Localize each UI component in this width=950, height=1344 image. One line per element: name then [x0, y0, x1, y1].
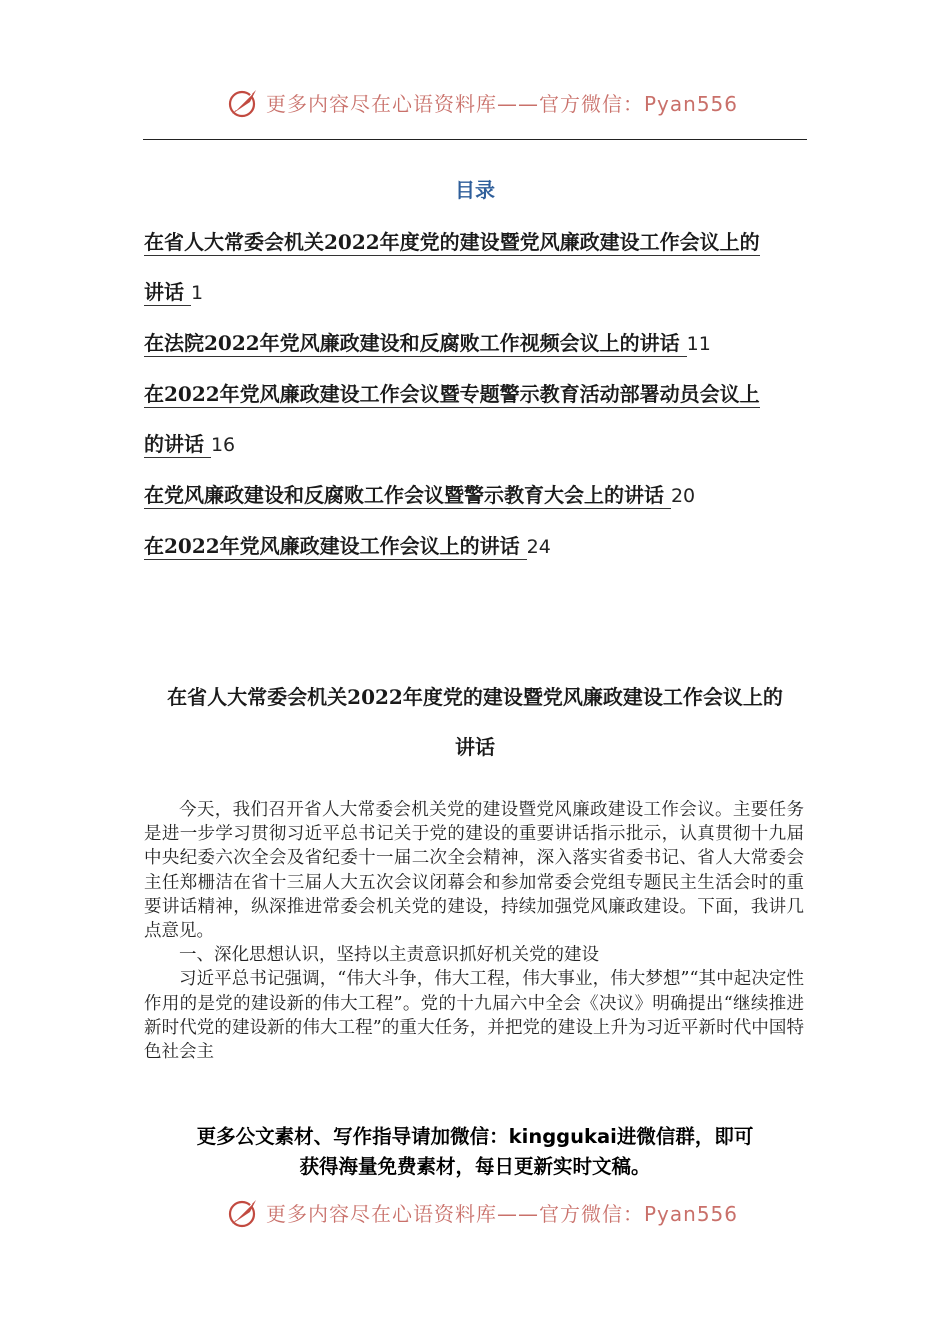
promo-line: 获得海量免费素材，每日更新实时文稿。 [299, 1155, 651, 1178]
toc-entry-text[interactable]: 在2022年党风廉政建设工作会议暨专题警示教育活动部署动员会议上 [144, 382, 760, 406]
toc-page-number: 16 [210, 434, 236, 456]
quill-logo-icon [226, 1194, 262, 1230]
toc-entry-text[interactable]: 讲话 [144, 280, 191, 306]
document-body [144, 798, 804, 1064]
promo-text [0, 1122, 950, 1182]
banner-text: 更多内容尽在心语资料库——官方微信：Pyan556 [266, 1201, 739, 1226]
toc-entry-4[interactable] [144, 479, 695, 508]
document-title: 在省人大常委会机关2022年度党的建设暨党风廉政建设工作会议上的 [167, 685, 783, 709]
document-title-cont: 讲话 [455, 735, 495, 759]
toc-entry-text[interactable]: 的讲话 [144, 432, 211, 458]
toc-page-number: 20 [670, 485, 696, 507]
header-banner [0, 82, 950, 122]
toc-entry-2[interactable] [144, 327, 711, 356]
header-divider [143, 139, 807, 140]
toc-title: 目录 [455, 178, 495, 202]
body-paragraph: 今天，我们召开省人大常委会机关党的建设暨党风廉政建设工作会议。主要任务是进一步学习贯彻习近平总书记关于党的建设的重要讲话指示批示，认真贯彻十九届中央纪委六次全会及省纪委十一届二次全会精神，深入落实省委书记、省人大常委会主任郑栅洁在省十三届人大五次会议闭幕会和参加常委会党组专题民主生活会时的重要讲话精神，纵深推进常委会机关党的建设，持续加强党风廉政建设。下面，我讲几点意见。 [144, 800, 804, 942]
toc-entry-3[interactable] [144, 378, 760, 407]
toc-entry-5[interactable] [144, 530, 551, 559]
toc-entry-1-cont[interactable] [144, 276, 203, 305]
quill-logo-icon [226, 84, 262, 120]
toc-page-number: 24 [526, 536, 551, 558]
banner-text: 更多内容尽在心语资料库——官方微信：Pyan556 [266, 91, 739, 116]
toc-page-number: 11 [686, 333, 711, 355]
toc-entry-text[interactable]: 在2022年党风廉政建设工作会议上的讲话 [144, 534, 527, 560]
toc-page-number: 1 [190, 282, 204, 304]
body-paragraph: 习近平总书记强调，“伟大斗争，伟大工程，伟大事业，伟大梦想”“其中起决定性作用的是党的建设新的伟大工程”。党的十九届六中全会《决议》明确提出“继续推进新时代党的建设新的伟大工程”的重大任务，并把党的建设上升为习近平新时代中国特色社会主 [144, 969, 804, 1063]
toc-entry-1[interactable] [144, 226, 760, 255]
toc-entry-text[interactable]: 在法院2022年党风廉政建设和反腐败工作视频会议上的讲话 [144, 331, 687, 357]
section-heading: 一、深化思想认识，坚持以主责意识抓好机关党的建设 [179, 945, 599, 966]
toc-entry-text[interactable]: 在省人大常委会机关2022年度党的建设暨党风廉政建设工作会议上的 [144, 230, 760, 254]
promo-line: 更多公文素材、写作指导请加微信：kinggukai进微信群，即可 [196, 1125, 754, 1148]
toc-entry-3-cont[interactable] [144, 428, 235, 457]
toc-entry-text[interactable]: 在党风廉政建设和反腐败工作会议暨警示教育大会上的讲话 [144, 483, 671, 509]
footer-banner [0, 1192, 950, 1232]
